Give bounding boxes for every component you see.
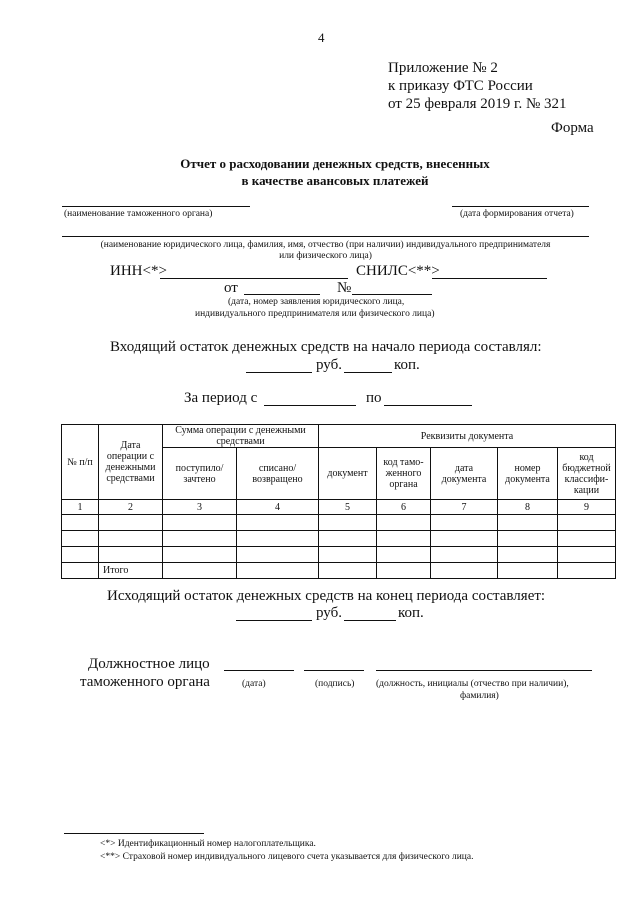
col-header-written-off: списано/ возвращено (237, 448, 319, 500)
total-label: Итого (99, 563, 163, 579)
signature-date-caption: (дата) (242, 679, 266, 689)
signature-sign-caption: (подпись) (315, 679, 355, 689)
period-from-label: За период с (184, 390, 258, 406)
col-header-document-date: дата документа (431, 448, 498, 500)
index-cell: 5 (319, 500, 377, 515)
appendix-line-2: к приказу ФТС России (388, 78, 533, 94)
entity-name-field (62, 236, 589, 237)
page-number: 4 (318, 30, 325, 45)
snils-field (432, 278, 547, 279)
closing-rub-field (236, 620, 312, 621)
official-label-line-1: Должностное лицо (88, 656, 210, 672)
application-caption-1: (дата, номер заявления юридического лица, (228, 297, 405, 307)
index-cell: 3 (163, 500, 237, 515)
opening-balance-text: Входящий остаток денежных средств на начало периода составлял: (110, 339, 542, 355)
table-row (62, 515, 616, 531)
signature-position-caption-1: (должность, инициалы (отчество при наличии), (376, 679, 569, 689)
report-date-caption: (дата формирования отчета) (460, 209, 574, 219)
signature-position-field (376, 670, 592, 671)
col-header-document: документ (319, 448, 377, 500)
inn-label: ИНН<*> (110, 263, 167, 279)
footnote-inn: <*> Идентификационный номер налогоплательщика. (100, 839, 316, 849)
appendix-line-3: от 25 февраля 2019 г. № 321 (388, 96, 567, 112)
col-header-operation-date: Дата операции с денежными средствами (99, 425, 163, 500)
closing-kop-label: коп. (398, 605, 424, 621)
customs-body-caption: (наименование таможенного органа) (64, 209, 213, 219)
report-title-line-1: Отчет о расходовании денежных средств, внесенных (180, 156, 490, 171)
entity-name-caption-1: (наименование юридического лица, фамилия, имя, отчество (при наличии) индивидуального предпринимателя (100, 240, 551, 250)
footnote-snils: <**> Страховой номер индивидуального лицевого счета указывается для физического лица. (100, 852, 474, 862)
application-number-field (352, 294, 432, 295)
index-cell: 8 (498, 500, 558, 515)
report-date-field (452, 206, 589, 207)
col-header-number: № п/п (62, 425, 99, 500)
index-cell: 1 (62, 500, 99, 515)
col-header-customs-code: код тамо- женного органа (377, 448, 431, 500)
signature-sign-field (304, 670, 364, 671)
opening-rub-label: руб. (316, 357, 342, 373)
col-header-budget-code: код бюджетной классифи- кации (558, 448, 616, 500)
footnote-divider (64, 833, 204, 834)
official-label-line-2: таможенного органа (80, 674, 210, 690)
index-cell: 4 (237, 500, 319, 515)
index-row (62, 500, 616, 515)
col-header-document-number: номер документа (498, 448, 558, 500)
opening-rub-field (246, 372, 312, 373)
snils-label: СНИЛС<**> (356, 263, 440, 279)
opening-kop-label: коп. (394, 357, 420, 373)
operations-table (61, 424, 616, 579)
closing-rub-label: руб. (316, 605, 342, 621)
table-row (62, 547, 616, 563)
closing-balance-text: Исходящий остаток денежных средств на конец периода составляет: (107, 588, 546, 604)
report-title-line-2: в качестве авансовых платежей (241, 173, 429, 188)
index-cell: 6 (377, 500, 431, 515)
inn-field (160, 278, 348, 279)
customs-body-field (62, 206, 250, 207)
closing-kop-field (344, 620, 396, 621)
period-to-label: по (366, 390, 382, 406)
opening-kop-field (344, 372, 392, 373)
entity-name-caption-2: или физического лица) (279, 251, 372, 261)
period-to-field (384, 405, 472, 406)
index-cell: 7 (431, 500, 498, 515)
total-row (62, 563, 616, 579)
col-group-operation-sum: Сумма операции с денежными средствами (163, 425, 319, 448)
signature-position-caption-2: фамилия) (460, 691, 499, 701)
index-cell: 9 (558, 500, 616, 515)
index-cell: 2 (99, 500, 163, 515)
application-number-label: № (337, 280, 352, 296)
col-group-document-details: Реквизиты документа (319, 425, 616, 448)
application-caption-2: индивидуального предпринимателя или физического лица) (195, 309, 435, 319)
table-row (62, 531, 616, 547)
application-date-field (244, 294, 320, 295)
col-header-received: поступило/ зачтено (163, 448, 237, 500)
signature-date-field (224, 670, 294, 671)
form-label: Форма (551, 120, 594, 136)
application-from-label: от (224, 280, 238, 296)
period-from-field (264, 405, 356, 406)
appendix-line-1: Приложение № 2 (388, 60, 498, 76)
